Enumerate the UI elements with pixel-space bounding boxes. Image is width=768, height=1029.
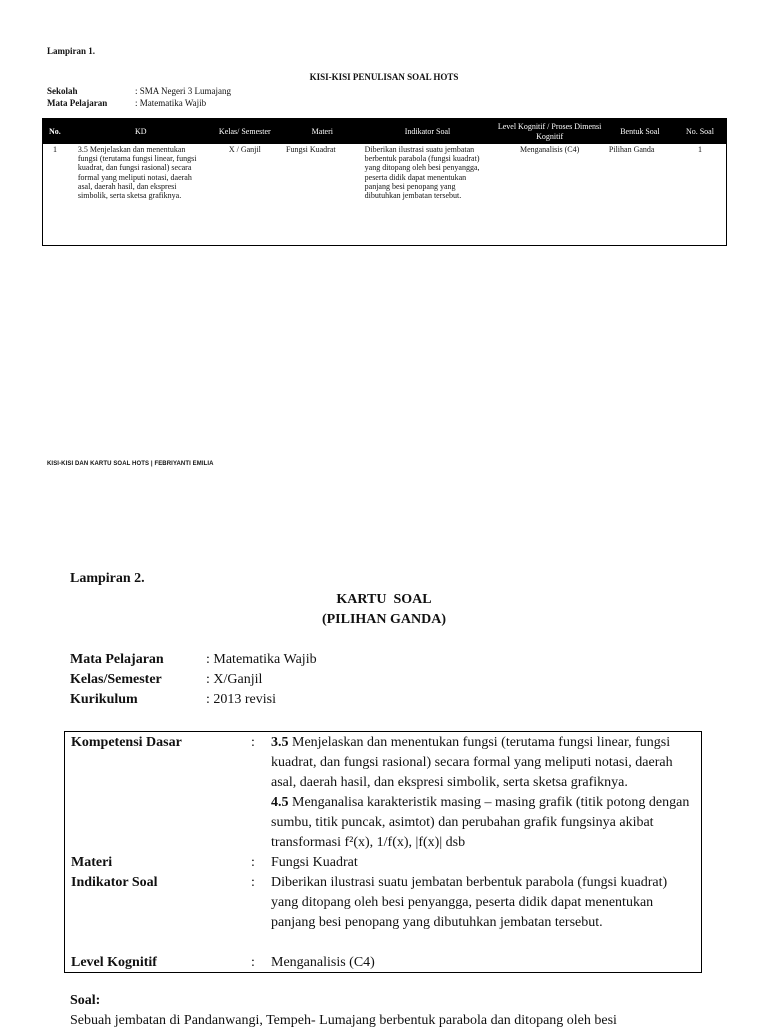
cell-materi: Fungsi Kuadrat <box>286 145 336 154</box>
cell-no: 1 <box>53 145 57 154</box>
col-header-bentuk: Bentuk Soal <box>606 119 674 145</box>
kartu-soal-subtitle: (PILIHAN GANDA) <box>321 612 447 627</box>
table-row <box>43 144 727 246</box>
cell-level: Menganalisis (C4) <box>519 145 580 154</box>
col-header-nosoal: No. Soal <box>674 119 727 145</box>
page1-lampiran: Lampiran 1. <box>47 46 96 56</box>
meta-label-kurikulum: Kurikulum <box>70 692 138 707</box>
meta-label-mapel: Mata Pelajaran <box>47 98 108 108</box>
label-level-kognitif: Level Kognitif <box>71 955 157 970</box>
meta-value-kurikulum: : 2013 revisi <box>206 692 276 707</box>
col-header-no: No. <box>43 119 75 145</box>
kd-4-5 <box>271 793 696 853</box>
soal-label: Soal: <box>70 993 101 1008</box>
meta-value-mapel: : Matematika Wajib <box>135 98 207 108</box>
soal-text: Sebuah jembatan di Pandanwangi, Tempeh- Lumajang berbentuk parabola dan ditopang oleh besi <box>70 1013 617 1028</box>
value-materi: Fungsi Kuadrat <box>271 855 358 870</box>
cell-kelas: X / Ganjil <box>228 145 261 154</box>
col-header-indikator: Indikator Soal <box>362 119 494 145</box>
value-level-kognitif: Menganalisis (C4) <box>271 955 375 970</box>
page2-lampiran: Lampiran 2. <box>70 571 145 586</box>
label-kompetensi-dasar: Kompetensi Dasar <box>71 735 182 750</box>
value-indikator: Diberikan ilustrasi suatu jembatan berbentuk parabola (fungsi kuadrat) yang ditopang oleh besi penyangga, peserta didik dapat menentukan panjang besi penopang yang dibutuhkan jembatan tersebut. <box>271 875 668 930</box>
label-indikator: Indikator Soal <box>71 875 158 890</box>
colon: : <box>251 855 255 870</box>
kompetensi-box <box>64 731 702 973</box>
colon: : <box>251 875 255 890</box>
col-header-kd: KD <box>75 119 207 145</box>
meta-label-kelas: Kelas/Semester <box>70 672 162 687</box>
value-kompetensi-dasar <box>271 733 696 853</box>
cell-nosoal: 1 <box>697 145 702 154</box>
colon: : <box>251 735 255 750</box>
kd-4-5-text: Menganalisa karakteristik masing – masing grafik (titik potong dengan sumbu, titik puncak, asimtot) dan perubahan grafik fungsinya akibat transformasi f²(x), 1/f(x), |f(x)| dsb <box>271 795 690 850</box>
meta-value-sekolah: : SMA Negeri 3 Lumajang <box>135 86 231 96</box>
label-materi: Materi <box>71 855 113 870</box>
cell-bentuk: Pilihan Ganda <box>608 145 655 154</box>
kd-3-5-number: 3.5 <box>271 735 289 750</box>
kisi-table-header <box>43 119 727 145</box>
page1-title: KISI-KISI PENULISAN SOAL HOTS <box>309 72 459 82</box>
col-header-kelas: Kelas/ Semester <box>207 119 283 145</box>
kd-3-5-text: Menjelaskan dan menentukan fungsi (terutama fungsi linear, fungsi kuadrat, dan fungsi rasional) secara formal yang meliputi notasi, daerah asal, daerah hasil, dan ekspresi simbolik, serta sketsa grafiknya. <box>271 735 673 790</box>
cell-kd: 3.5 Menjelaskan dan menentukan fungsi (terutama fungsi linear, fungsi kuadrat, dan fungsi rasional) secara formal yang meliputi notasi, daerah asal, daerah hasil, dan ekspresi simbolik, serta sketsa grafiknya. <box>77 145 197 201</box>
kartu-soal-title: KARTU SOAL <box>336 592 432 607</box>
meta-label-mapel2: Mata Pelajaran <box>70 652 164 667</box>
page-footer: KISI-KISI DAN KARTU SOAL HOTS | FEBRIYANTI EMILIA <box>47 461 214 467</box>
kd-4-5-number: 4.5 <box>271 795 289 810</box>
colon: : <box>251 955 255 970</box>
meta-value-mapel2: : Matematika Wajib <box>206 652 317 667</box>
col-header-materi: Materi <box>283 119 362 145</box>
kisi-table <box>42 118 727 246</box>
col-header-level: Level Kognitif / Proses Dimensi Kognitif <box>493 119 606 145</box>
kd-3-5 <box>271 733 696 793</box>
meta-label-sekolah: Sekolah <box>47 86 78 96</box>
meta-value-kelas: : X/Ganjil <box>206 672 263 687</box>
cell-indikator: Diberikan ilustrasi suatu jembatan berbentuk parabola (fungsi kuadrat) yang ditopang oleh besi penyangga, peserta didik dapat menentukan panjang besi penopang yang dibutuhkan jembatan tersebut. <box>364 145 480 201</box>
